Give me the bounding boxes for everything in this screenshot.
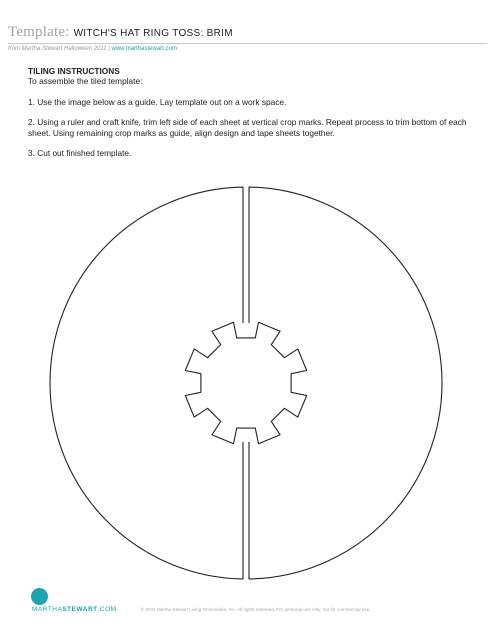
document-title: WITCH'S HAT RING TOSS: BRIM xyxy=(73,28,233,39)
source-text: from Martha Stewart Halloween 2011 | xyxy=(8,46,112,52)
source-link[interactable]: www.marthastewart.com xyxy=(111,46,177,52)
page-footer xyxy=(0,586,495,616)
martha-stewart-seal-icon xyxy=(31,588,48,605)
logo-part-2: STEWART xyxy=(62,606,98,613)
instruction-step-2: 2. Using a ruler and craft knife, trim left side of each sheet at vertical crop marks. Repeat process to trim bottom of each sheet. Using remaining crop marks as guide, align design and tape sheets together. xyxy=(28,117,467,138)
martha-stewart-logo[interactable] xyxy=(32,606,117,613)
brim-cut-slit xyxy=(243,322,249,443)
template-label: Template: xyxy=(8,24,70,40)
instruction-step-1: 1. Use the image below as a guide. Lay template out on a work space. xyxy=(28,96,287,107)
instruction-step-3: 3. Cut out finished template. xyxy=(28,148,132,159)
brim-outer-right-half xyxy=(249,187,442,579)
brim-inner-gear-opening xyxy=(185,322,306,443)
copyright-notice: © 2011 Martha Stewart Living Omnimedia, Inc. All rights reserved. For personal use only, not for commercial use. xyxy=(141,607,371,612)
logo-part-1: MARTHA xyxy=(32,606,63,613)
instructions-heading: TILING INSTRUCTIONS xyxy=(28,66,120,76)
brim-outer-left-half xyxy=(50,187,243,579)
logo-part-3: .COM xyxy=(97,606,117,613)
instructions-intro: To assemble the tiled template: xyxy=(28,76,143,87)
